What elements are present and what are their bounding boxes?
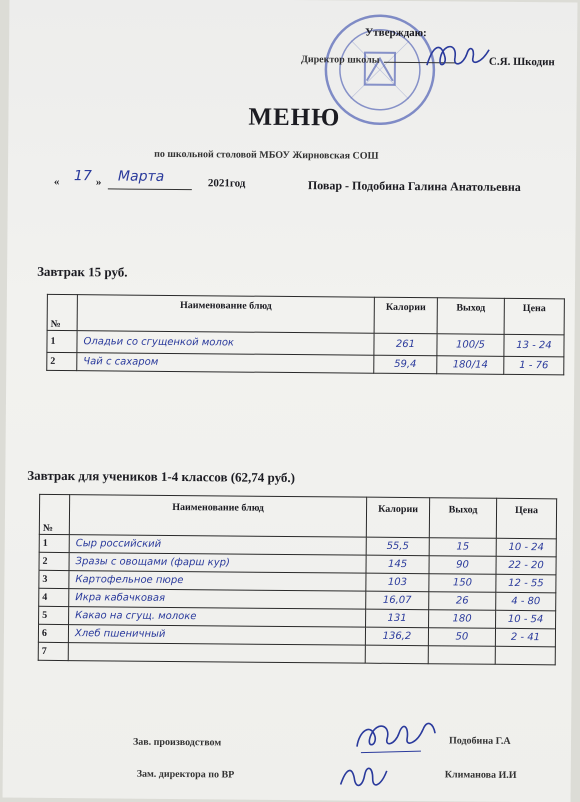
date-open-quote: « xyxy=(53,175,60,188)
row-output: 150 xyxy=(429,574,496,593)
row-calories: 55,5 xyxy=(366,537,429,556)
header-name: Наименование блюд xyxy=(77,295,374,334)
director-name: С.Я. Шкодин xyxy=(488,55,555,69)
header-price: Цена xyxy=(496,498,556,539)
row-num: 6 xyxy=(38,624,68,642)
header-output: Выход xyxy=(429,498,496,539)
row-price: 4 - 80 xyxy=(496,592,556,611)
row-price: 1 - 76 xyxy=(504,356,564,375)
row-dish: Сыр российский xyxy=(69,535,366,556)
row-calories: 145 xyxy=(366,555,429,574)
page-subtitle: по школьной столовой МБОУ Жирновская СОШ xyxy=(154,148,379,162)
date-month: Марта xyxy=(117,168,165,185)
production-name: Подобина Г.А xyxy=(448,735,511,747)
row-calories: 103 xyxy=(366,573,429,592)
row-num: 2 xyxy=(39,552,69,570)
cook-label: Повар - Подобина Галина Анатольевна xyxy=(307,178,521,195)
header-num: № xyxy=(39,494,69,534)
table-row xyxy=(38,642,555,665)
header-calories: Калории xyxy=(374,297,437,334)
breakfast1-table xyxy=(46,294,565,376)
breakfast1-title: Завтрак 15 руб. xyxy=(37,263,128,280)
deputy-signature xyxy=(337,756,397,797)
row-calories xyxy=(365,645,428,664)
date-year: 2021год xyxy=(207,177,246,190)
row-output: 15 xyxy=(429,538,496,557)
row-calories: 16,07 xyxy=(366,591,429,610)
deputy-name: Климанова И.И xyxy=(444,769,517,781)
header-price: Цена xyxy=(504,298,564,335)
row-output xyxy=(428,646,495,665)
row-dish: Икра кабачковая xyxy=(69,589,366,610)
row-output: 90 xyxy=(429,556,496,575)
row-dish: Хлеб пшеничный xyxy=(68,625,365,646)
menu-sheet xyxy=(3,0,578,802)
row-price: 2 - 41 xyxy=(495,628,555,647)
page-title: МЕНЮ xyxy=(248,103,341,132)
row-output: 180/14 xyxy=(437,356,504,375)
breakfast2-title: Завтрак для учеников 1-4 классов (62,74 руб.) xyxy=(27,467,296,486)
row-calories: 59,4 xyxy=(374,355,437,374)
row-num: 2 xyxy=(47,352,77,370)
date-close-quote: » xyxy=(95,176,102,189)
deputy-label: Зам. директора по ВР xyxy=(136,768,235,781)
row-dish: Какао на сгущ. молоке xyxy=(69,607,366,628)
breakfast2-table xyxy=(38,494,557,666)
table-header-row xyxy=(47,294,564,335)
row-num: 3 xyxy=(39,570,69,588)
date-underline xyxy=(108,188,192,190)
production-signature xyxy=(351,713,441,758)
row-num: 4 xyxy=(39,588,69,606)
director-label-text: Директор школы xyxy=(300,54,380,66)
approve-label: Утверждаю: xyxy=(365,26,427,40)
row-num: 7 xyxy=(38,642,68,660)
row-dish: Зразы с овощами (фарш кур) xyxy=(69,553,366,574)
header-calories: Калории xyxy=(366,497,429,538)
row-num: 1 xyxy=(39,534,69,552)
row-dish: Картофельное пюре xyxy=(69,571,366,592)
row-num: 5 xyxy=(39,606,69,624)
row-output: 50 xyxy=(428,628,495,647)
row-dish xyxy=(68,643,365,664)
row-output: 100/5 xyxy=(437,334,504,357)
row-calories: 136,2 xyxy=(365,627,428,646)
row-calories: 131 xyxy=(366,609,429,628)
header-num: № xyxy=(47,294,77,330)
row-dish: Оладьи со сгущенкой молок xyxy=(77,331,374,356)
row-num: 1 xyxy=(47,330,77,352)
row-price: 10 - 54 xyxy=(496,610,556,629)
director-signature xyxy=(423,35,493,76)
row-output: 180 xyxy=(429,610,496,629)
header-name: Наименование блюд xyxy=(69,495,366,538)
table-row xyxy=(47,352,564,375)
row-calories: 261 xyxy=(374,333,437,356)
row-dish: Чай с сахаром xyxy=(77,353,374,374)
row-price: 10 - 24 xyxy=(496,538,556,557)
production-label: Зав. производством xyxy=(132,736,222,749)
row-output: 26 xyxy=(429,592,496,611)
row-price: 12 - 55 xyxy=(496,574,556,593)
row-price: 22 - 20 xyxy=(496,556,556,575)
row-price xyxy=(495,646,555,665)
header-output: Выход xyxy=(437,298,504,335)
date-day: 17 xyxy=(73,168,92,185)
table-header-row xyxy=(39,494,556,539)
row-price: 13 - 24 xyxy=(504,334,564,357)
